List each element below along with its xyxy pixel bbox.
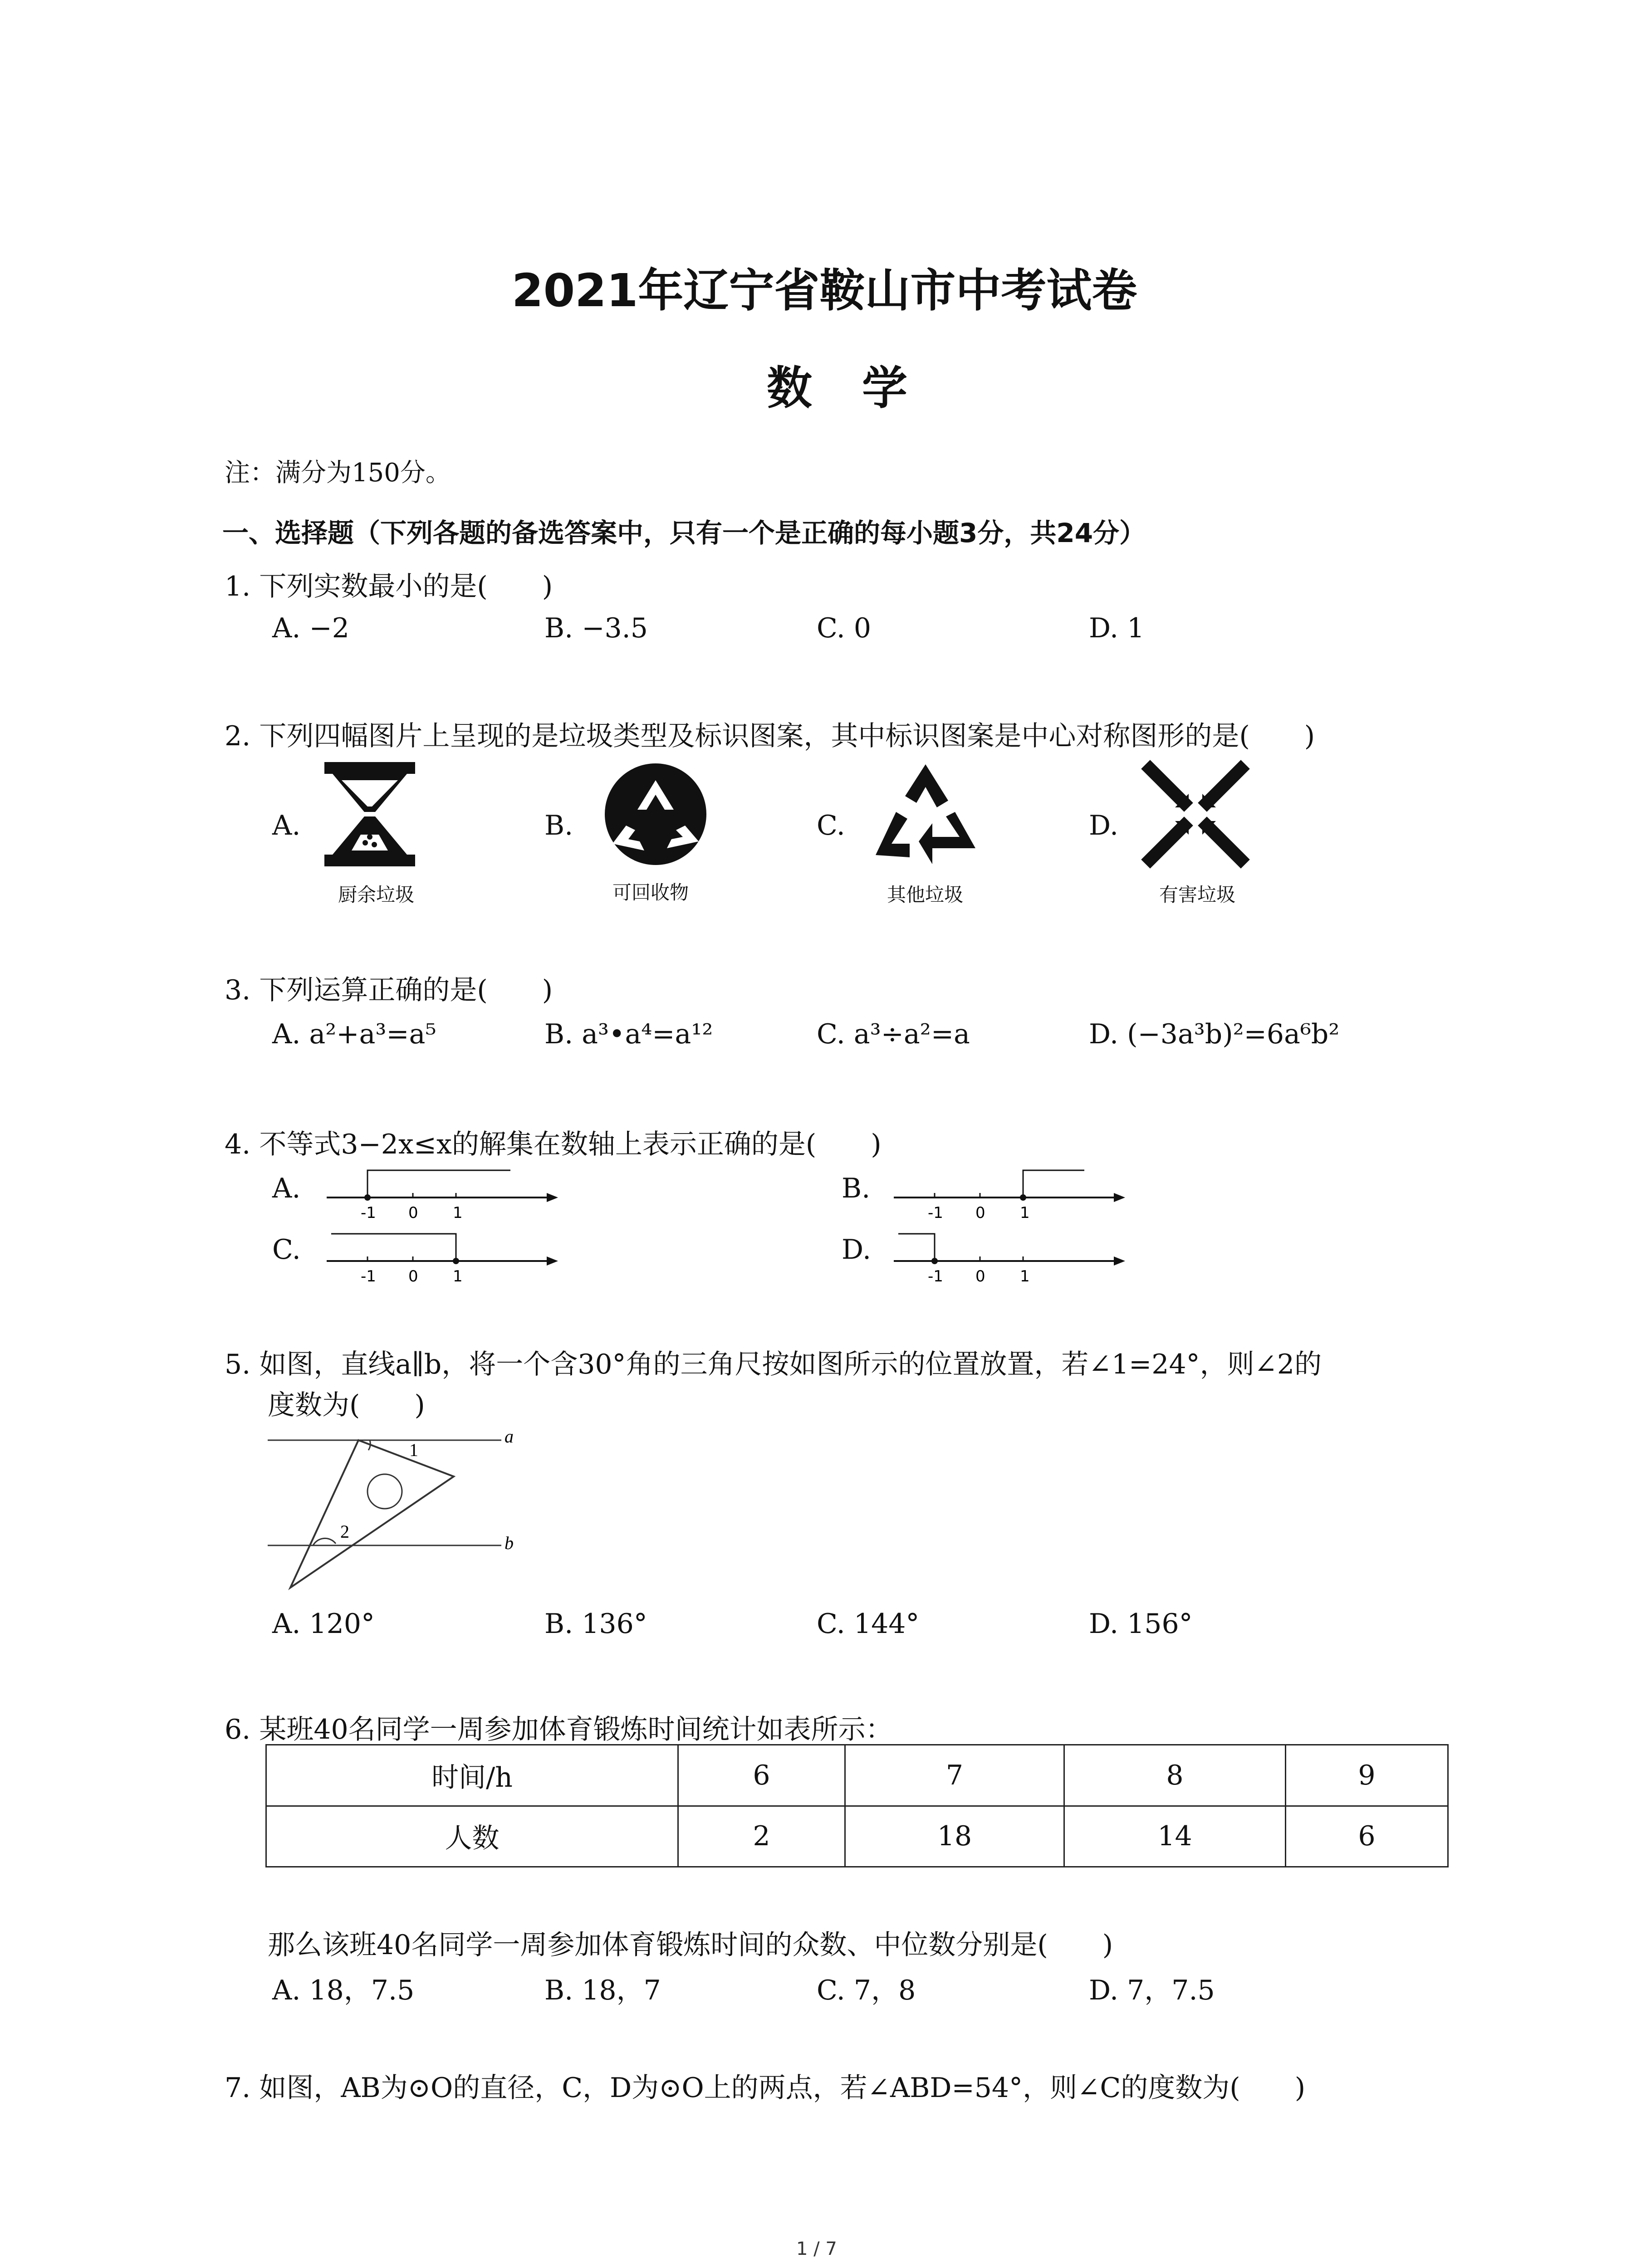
q1-option-d: D. 1 [1089,612,1145,644]
q2-option-b: B. [544,810,573,841]
table-cell: 人数 [266,1806,678,1867]
q4-option-c: C. [272,1234,301,1266]
q5-line-a-label: a [505,1426,514,1447]
question-5-stem-line2: 度数为( ) [268,1389,425,1421]
subject-title: 数学 [767,362,957,415]
q3-option-a: A. a²+a³=a⁵ [272,1018,436,1050]
q4-number-line-a [327,1166,563,1229]
q4d-tick-neg1: -1 [928,1267,943,1286]
q1-option-c: C. 0 [817,612,872,644]
q4c-tick-0: 0 [408,1267,418,1286]
q2-caption-d: 有害垃圾 [1159,884,1236,906]
four-arrows-icon [1143,762,1248,866]
q2-option-a: A. [272,810,301,841]
table-cell: 8 [1064,1745,1286,1806]
table-row [266,1745,1448,1806]
table-cell: 时间/h [266,1745,678,1806]
q4a-tick-0: 0 [408,1204,418,1222]
q4-number-line-b [894,1166,1130,1229]
question-5-stem-line1: 5. 如图，直线a∥b，将一个含30°角的三角尺按如图所示的位置放置，若∠1=24°，则∠2的 [225,1349,1322,1380]
q2-caption-a: 厨余垃圾 [338,884,415,906]
triangle-arrows-icon [873,762,978,866]
q6-option-c: C. 7，8 [817,1975,916,2006]
q4-option-a: A. [272,1173,301,1204]
q6-option-a: A. 18，7.5 [272,1975,415,2006]
q3-option-b: B. a³•a⁴=a¹² [544,1018,713,1050]
q4c-tick-1: 1 [453,1267,463,1286]
q6-option-d: D. 7，7.5 [1089,1975,1215,2006]
table-cell: 6 [1286,1806,1448,1867]
section-heading: 一、选择题（下列各题的备选答案中，只有一个是正确的每小题3分，共24分） [222,518,1146,548]
table-row [266,1806,1448,1867]
table-cell: 14 [1064,1806,1286,1867]
q2-caption-b: 可回收物 [612,881,689,904]
q6-table [265,1744,1449,1867]
q1-option-b: B. −3.5 [544,612,648,644]
hourglass-icon [324,762,415,866]
q4-number-line-c [327,1229,563,1293]
q4a-tick-1: 1 [453,1204,463,1222]
q4-option-b: B. [842,1173,871,1204]
q5-figure [268,1427,531,1603]
q4b-tick-1: 1 [1020,1204,1030,1222]
q5-angle1-label: 1 [409,1440,418,1460]
q4d-tick-1: 1 [1020,1267,1030,1286]
q5-option-b: B. 136° [544,1608,647,1640]
recycle-icon [599,762,712,866]
question-6-followup: 那么该班40名同学一周参加体育锻炼时间的众数、中位数分别是( ) [268,1929,1113,1961]
q4b-tick-neg1: -1 [928,1204,943,1222]
q5-option-a: A. 120° [272,1608,375,1640]
table-cell: 18 [845,1806,1064,1867]
q3-option-c: C. a³÷a²=a [817,1018,970,1050]
q1-option-a: A. −2 [272,612,349,644]
q4b-tick-0: 0 [975,1204,985,1222]
q4a-tick-neg1: -1 [361,1204,376,1222]
question-2-stem: 2. 下列四幅图片上呈现的是垃圾类型及标识图案，其中标识图案是中心对称图形的是( ) [225,720,1315,752]
question-4-stem: 4. 不等式3−2x≤x的解集在数轴上表示正确的是( ) [225,1129,882,1160]
table-cell: 6 [678,1745,845,1806]
q5-angle2-label: 2 [340,1521,349,1542]
page-title: 2021年辽宁省鞍山市中考试卷 [512,264,1137,317]
q4-option-d: D. [842,1234,872,1266]
table-cell: 9 [1286,1745,1448,1806]
question-7-stem: 7. 如图，AB为⊙O的直径，C，D为⊙O上的两点，若∠ABD=54°，则∠C的度数为( ) [225,2072,1306,2104]
q3-option-d: D. (−3a³b)²=6a⁶b² [1089,1018,1340,1050]
score-note: 注：满分为150分。 [225,458,451,488]
q4d-tick-0: 0 [975,1267,985,1286]
question-1-stem: 1. 下列实数最小的是( ) [225,571,553,602]
q5-option-d: D. 156° [1089,1608,1193,1640]
q2-option-d: D. [1089,810,1119,841]
page-number: 1 / 7 [796,2239,837,2259]
q2-caption-c: 其他垃圾 [887,884,964,906]
q4c-tick-neg1: -1 [361,1267,376,1286]
table-cell: 7 [845,1745,1064,1806]
question-6-stem: 6. 某班40名同学一周参加体育锻炼时间统计如表所示： [225,1714,893,1745]
q4-number-line-d [894,1229,1130,1293]
q5-line-b-label: b [505,1533,514,1553]
q2-option-c: C. [817,810,845,841]
table-cell: 2 [678,1806,845,1867]
q6-option-b: B. 18，7 [544,1975,661,2006]
question-3-stem: 3. 下列运算正确的是( ) [225,974,553,1006]
q5-option-c: C. 144° [817,1608,920,1640]
